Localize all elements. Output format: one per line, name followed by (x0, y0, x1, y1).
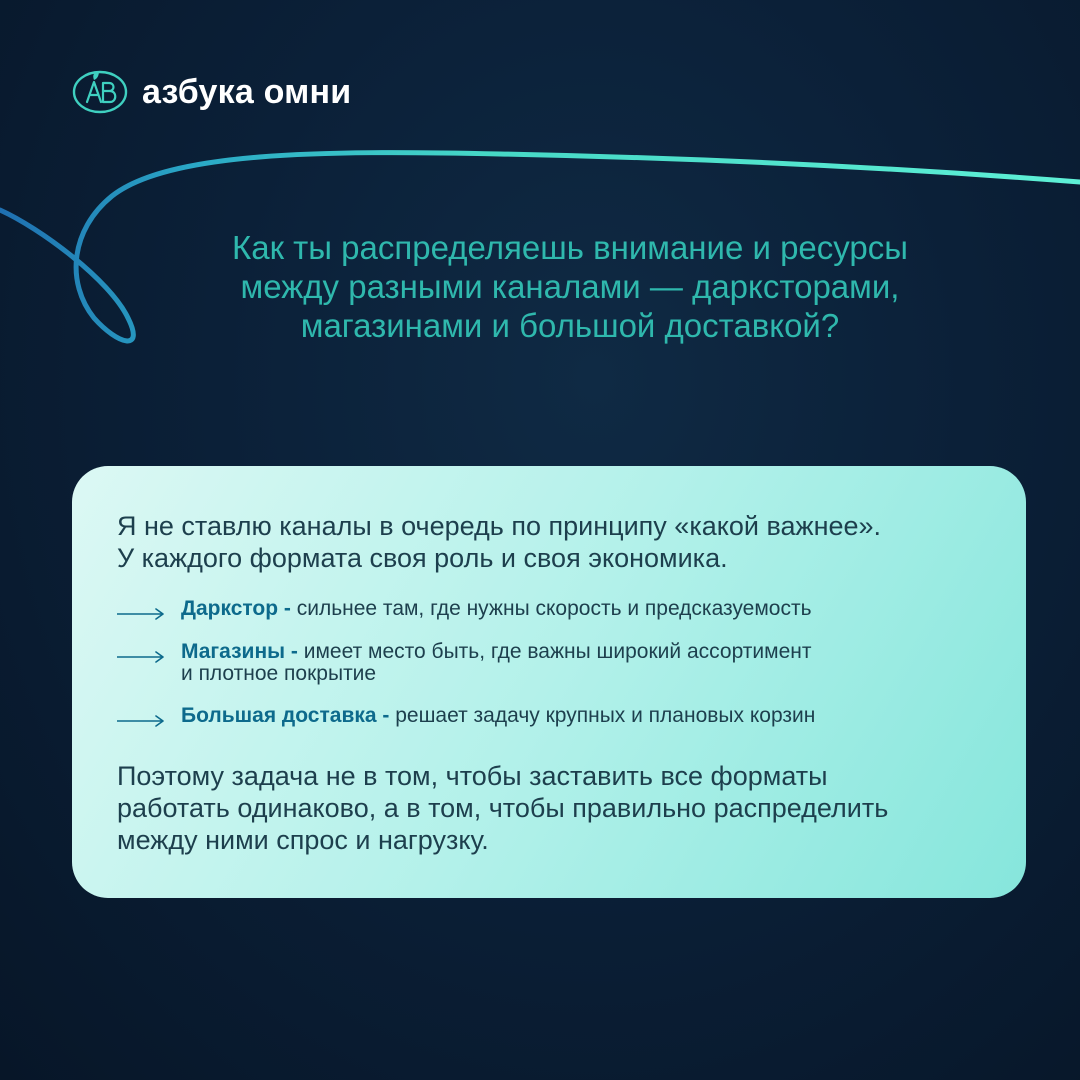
channel-item-text (181, 641, 811, 685)
channel-description: сильнее там, где нужны скорость и предсказуемость (296, 597, 812, 620)
intro-line: У каждого формата своя роль и своя экономика. (117, 543, 728, 573)
conclusion-line: работать одинаково, а в том, чтобы правильно распределить (117, 793, 889, 823)
channel-name: Большая доставка (181, 704, 377, 727)
channel-description: и плотное покрытие (181, 662, 377, 685)
question-line: Как ты распределяешь внимание и ресурсы (232, 229, 908, 266)
channel-item-text (181, 705, 815, 727)
long-arrow-right-icon (117, 607, 165, 621)
channel-name: Магазины (181, 640, 286, 663)
channel-list (117, 598, 982, 728)
answer-conclusion (117, 760, 982, 856)
channel-separator: - (278, 597, 297, 620)
question-line: между разными каналами — дарксторами, (240, 268, 900, 305)
channel-description: решает задачу крупных и плановых корзин (395, 704, 816, 727)
channel-description: имеет место быть, где важны широкий ассортимент (303, 640, 812, 663)
long-arrow-right-icon (117, 650, 165, 664)
question-title (120, 228, 1020, 345)
channel-name: Даркстор (181, 597, 279, 620)
channel-item-big-delivery (117, 705, 982, 728)
channel-item-text (181, 598, 812, 620)
ab-monogram-leaf-icon (72, 68, 128, 116)
answer-intro (117, 510, 982, 574)
long-arrow-right-icon (117, 714, 165, 728)
channel-separator: - (285, 640, 304, 663)
question-line: магазинами и большой доставкой? (300, 307, 840, 344)
channel-item-stores (117, 641, 982, 685)
channel-item-darkstore (117, 598, 982, 621)
brand-name: азбука омни (142, 72, 352, 111)
conclusion-line: Поэтому задача не в том, чтобы заставить все форматы (117, 761, 828, 791)
channel-separator: - (376, 704, 396, 727)
conclusion-line: между ними спрос и нагрузку. (117, 825, 489, 855)
brand (72, 68, 351, 116)
intro-line: Я не ставлю каналы в очередь по принципу «какой важнее». (117, 511, 882, 541)
answer-card (72, 466, 1026, 898)
